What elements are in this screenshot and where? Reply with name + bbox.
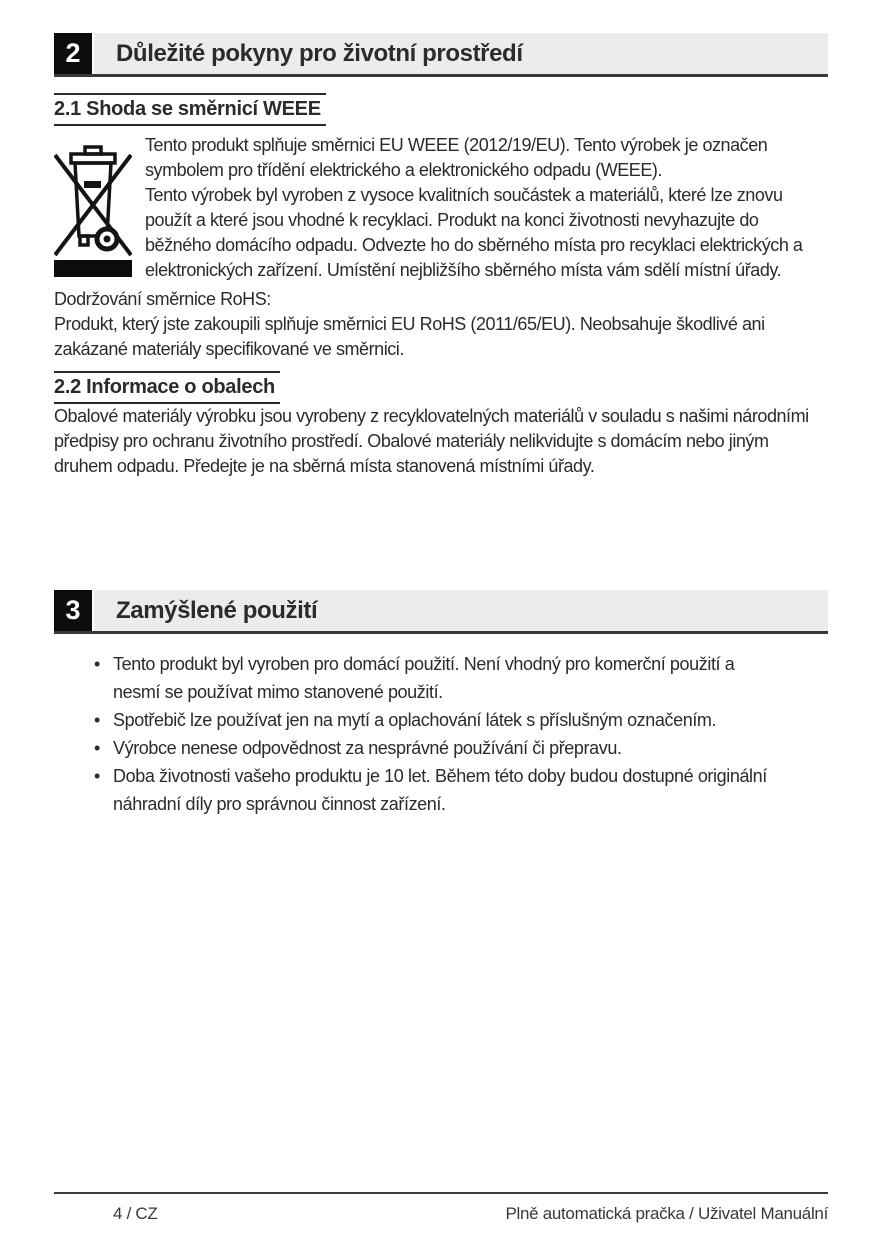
weee-paragraph-1: Tento produkt splňuje směrnici EU WEEE (2012/19/EU). Tento výrobek je označen symbolem pro třídění elektrického a elektronického odpadu (WEEE).: [145, 135, 768, 180]
page-footer: [54, 1192, 828, 1224]
rohs-block: [54, 287, 828, 362]
packaging-body: Obalové materiály výrobku jsou vyrobeny z recyklovatelných materiálů v souladu s našimi národními předpisy pro ochranu životního prostředí. Obalové materiály nelikvidujte s domácím nebo jiným druhem odpadu. Předejte je na sběrná místa stanovená místními úřady.: [54, 406, 809, 476]
section-title: Důležité pokyny pro životní prostředí: [94, 33, 828, 74]
page-content: [54, 33, 828, 818]
section-number-badge: 3: [54, 590, 92, 631]
intended-use-bullet-list: [54, 650, 828, 818]
list-item: • Výrobce nenese odpovědnost za nesprávné používání či přepravu.: [113, 734, 773, 762]
weee-crossed-bin-icon: [54, 133, 132, 278]
subsection-heading-packaging: 2.2 Informace o obalech: [54, 371, 280, 404]
weee-paragraph-2: Tento výrobek byl vyroben z vysoce kvalitních součástek a materiálů, které lze znovu použít a které jsou vhodné k recyklaci. Produkt na konci životnosti nevyhazujte do běžného domácího odpadu. Odvezte ho do sběrného místa pro recyklaci elektrických a elektronických zařízení. Umístění nejbližšího sběrného místa vám sdělí místní úřady.: [145, 185, 803, 280]
subsection-heading-weee: 2.1 Shoda se směrnicí WEEE: [54, 93, 326, 126]
section-title: Zamýšlené použití: [94, 590, 828, 631]
list-item: • Tento produkt byl vyroben pro domácí použití. Není vhodný pro komerční použití a nesmí se používat mimo stanovené použití.: [113, 650, 773, 706]
weee-block: [54, 133, 828, 283]
section-number-badge: 2: [54, 33, 92, 74]
section-header-environment: [54, 33, 828, 77]
rohs-body: Produkt, který jste zakoupili splňuje směrnici EU RoHS (2011/65/EU). Neobsahuje škodlivé ani zakázané materiály specifikované ve směrnici.: [54, 314, 765, 359]
manual-title: Plně automatická pračka / Uživatel Manuální: [505, 1204, 828, 1223]
page-number: 4 / CZ: [113, 1204, 158, 1223]
list-item: • Spotřebič lze používat jen na mytí a oplachování látek s příslušným označením.: [113, 706, 773, 734]
rohs-title: Dodržování směrnice RoHS:: [54, 289, 271, 309]
section-header-intended-use: [54, 590, 828, 634]
list-item: • Doba životnosti vašeho produktu je 10 let. Během této doby budou dostupné originální náhradní díly pro správnou činnost zařízení.: [113, 762, 773, 818]
